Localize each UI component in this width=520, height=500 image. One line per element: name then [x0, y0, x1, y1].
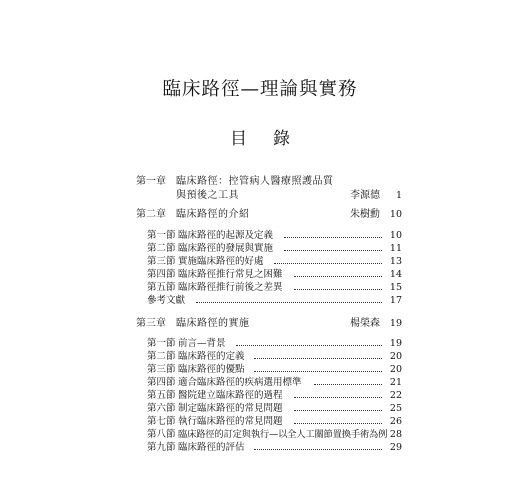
section-page: 14	[389, 269, 402, 280]
dot-leader	[274, 263, 382, 264]
chapter-title: 臨床路徑的實施	[176, 318, 250, 329]
chapter-title-line2: 與預後之工具	[176, 190, 239, 201]
section-entry	[0, 389, 520, 403]
section-page: 22	[389, 390, 402, 401]
references-title: 參考文獻	[147, 295, 186, 306]
dot-leader	[294, 276, 382, 277]
section-page: 15	[389, 282, 402, 293]
section-label: 第一節	[147, 230, 176, 241]
book-title: 臨床路徑—理論與實務	[162, 79, 358, 100]
section-title: 臨床路徑的定義	[178, 351, 245, 362]
chapter-label: 第三章	[136, 318, 166, 329]
chapter-entry	[0, 317, 520, 331]
section-page: 20	[389, 351, 402, 362]
section-title: 臨床路徑的起源及定義	[178, 230, 274, 241]
section-title: 臨床路徑的優點	[178, 364, 245, 375]
section-page: 20	[389, 364, 402, 375]
section-entry	[0, 281, 520, 295]
section-page: 11	[389, 243, 402, 254]
dot-leader	[236, 345, 382, 346]
section-entry	[0, 441, 520, 455]
dot-leader	[284, 250, 382, 251]
chapter-title: 臨床路徑：控管病人醫療照護品質	[176, 176, 334, 187]
section-page: 28	[389, 429, 402, 440]
chapter-page: 10	[389, 209, 402, 220]
section-label: 第九節	[147, 442, 176, 453]
dot-leader	[294, 289, 382, 290]
chapter-entry-continued	[0, 189, 520, 203]
section-entry	[0, 268, 520, 282]
chapter-page: 1	[395, 190, 402, 201]
section-title: 臨床路徑的發展與實施	[178, 243, 274, 254]
chapter-author: 李源德	[350, 190, 380, 201]
section-label: 第五節	[147, 282, 176, 293]
chapter-label: 第二章	[136, 209, 166, 220]
references-page: 17	[389, 295, 402, 306]
section-entry	[0, 415, 520, 429]
section-page: 26	[389, 416, 402, 427]
section-entry	[0, 242, 520, 256]
section-label: 第二節	[147, 351, 176, 362]
section-entry	[0, 363, 520, 377]
section-entry	[0, 350, 520, 364]
section-label: 第二節	[147, 243, 176, 254]
section-page: 21	[389, 377, 402, 388]
chapter-entry	[0, 175, 520, 189]
section-label: 第四節	[147, 269, 176, 280]
section-title: 執行臨床路徑的常見問題	[178, 416, 283, 427]
dot-leader	[294, 423, 382, 424]
section-entry	[0, 376, 520, 390]
dot-leader	[314, 384, 382, 385]
section-page: 10	[389, 230, 402, 241]
dot-leader	[294, 397, 382, 398]
section-label: 第三節	[147, 256, 176, 267]
dot-leader	[196, 302, 382, 303]
section-title: 臨床路徑推行常見之困難	[178, 269, 283, 280]
section-title: 實施臨床路徑的好處	[178, 256, 264, 267]
dot-leader	[284, 237, 382, 238]
section-page: 13	[389, 256, 402, 267]
chapter-title: 臨床路徑的介紹	[176, 209, 250, 220]
section-title: 前言—背景	[178, 338, 226, 349]
section-title: 制定臨床路徑的常見問題	[178, 403, 283, 414]
section-title: 臨床路徑的訂定與執行—以全人工關節置換手術為例	[178, 429, 388, 440]
section-entry	[0, 428, 520, 442]
section-title: 臨床路徑推行前後之差異	[178, 282, 283, 293]
section-label: 第三節	[147, 364, 176, 375]
section-label: 第七節	[147, 416, 176, 427]
dot-leader	[254, 371, 382, 372]
section-entry	[0, 402, 520, 416]
section-title: 臨床路徑的評估	[178, 442, 245, 453]
chapter-label: 第一章	[136, 176, 166, 187]
section-entry	[0, 229, 520, 243]
dot-leader	[254, 358, 382, 359]
chapter-entry	[0, 208, 520, 222]
section-label: 第六節	[147, 403, 176, 414]
dot-leader	[294, 410, 382, 411]
section-page: 25	[389, 403, 402, 414]
section-label: 第八節	[147, 429, 176, 440]
section-page: 29	[389, 442, 402, 453]
section-label: 第一節	[147, 338, 176, 349]
references-entry	[0, 294, 520, 308]
chapter-page: 19	[389, 318, 402, 329]
dot-leader	[254, 449, 382, 450]
section-page: 19	[389, 338, 402, 349]
section-entry	[0, 337, 520, 351]
chapter-author: 楊榮森	[350, 318, 380, 329]
chapter-author: 朱樹勳	[350, 209, 380, 220]
section-title: 適合臨床路徑的疾病選用標準	[178, 377, 302, 388]
toc-heading: 目錄	[230, 129, 316, 149]
section-label: 第四節	[147, 377, 176, 388]
section-label: 第五節	[147, 390, 176, 401]
section-entry	[0, 255, 520, 269]
section-title: 醫院建立臨床路徑的過程	[178, 390, 283, 401]
